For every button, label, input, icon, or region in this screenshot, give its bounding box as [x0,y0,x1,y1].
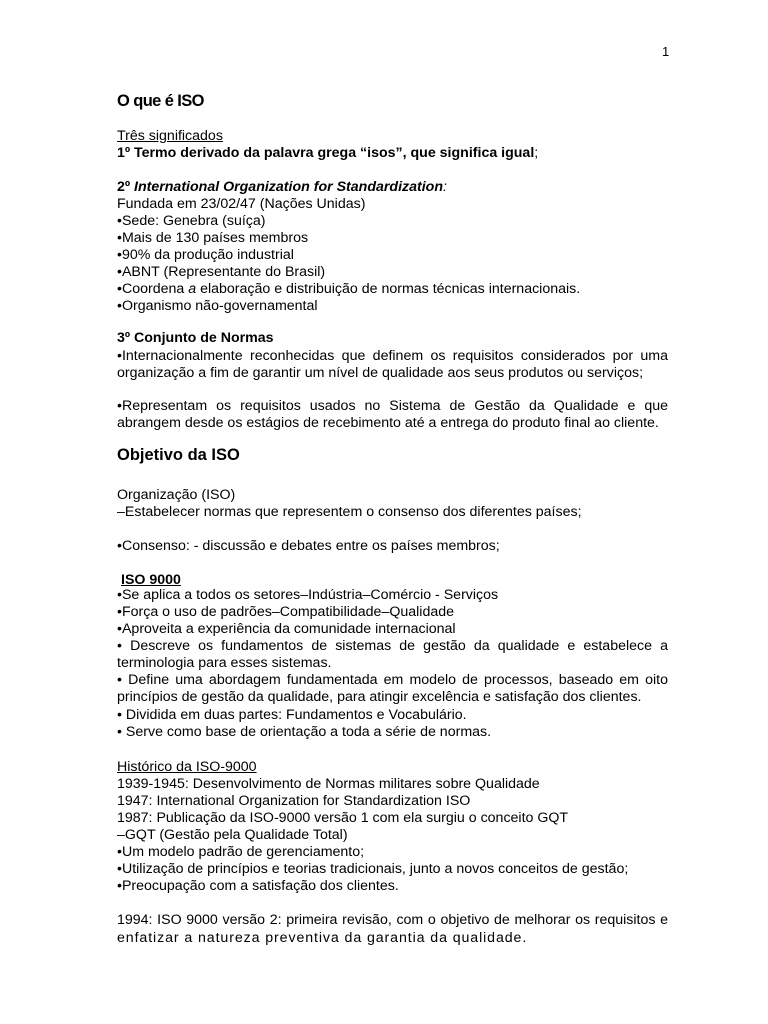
hist-line-6: •Utilização de princípios e teorias tradicionais, junto a novos conceitos de gestão; [117,861,629,877]
hist-line-7: •Preocupação com a satisfação dos clientes. [117,878,399,894]
iso-bullet-2: •Força o uso de padrões–Compatibilidade–Qualidade [117,604,455,620]
paragraph-2-line-1: •Representam os requisitos usados no Sistema de Gestão da Qualidade e que [117,398,668,414]
iso-bullet-6: • Dividida em duas partes: Fundamentos e Vocabulário. [117,707,467,723]
coordena-post: elaboração e distribuição de normas técnicas internacionais. [196,281,581,297]
meaning-1 [117,145,538,162]
bullet-abnt: •ABNT (Representante do Brasil) [117,264,326,280]
iso-bullet-4-line-2: terminologia para esses sistemas. [117,655,332,671]
organizacao-line: Organização (ISO) [117,487,236,503]
paragraph-2-line-2: abrangem desde os estágios de recebimento até a entrega do produto final ao cliente. [117,415,659,431]
meaning-2 [117,179,447,196]
meaning-2-prefix: 2º [117,179,135,195]
paragraph-1-line-2: organização a fim de garantir um nível de qualidade aos seus produtos ou serviços; [117,365,644,381]
bullet-producao: •90% da produção industrial [117,247,294,263]
bullet-paises: •Mais de 130 países membros [117,230,309,246]
iso-bullet-5-line-1: • Define uma abordagem fundamentada em modelo de processos, baseado em oito [117,672,668,688]
iso-bullet-5-line-2: princípios de gestão da qualidade, para atingir excelência e satisfação dos clientes. [117,689,642,705]
iso9000-title: ISO 9000 [121,572,181,588]
meaning-2-name: International Organization for Standardization [134,179,444,195]
iso-bullet-4-line-1: • Descreve os fundamentos de sistemas de gestão da qualidade e estabelece a [117,638,668,654]
hist-paragraph-line-2: enfatizar a natureza preventiva da garantia da qualidade. [117,930,528,946]
bullet-organismo: •Organismo não-governamental [117,298,318,314]
historico-title: Histórico da ISO-9000 [117,759,257,775]
hist-line-4: –GQT (Gestão pela Qualidade Total) [117,827,348,843]
paragraph-1-line-1: •Internacionalmente reconhecidas que definem os requisitos considerados por uma [117,348,668,364]
bullet-sede: •Sede: Genebra (suíça) [117,213,266,229]
hist-line-5: •Um modelo padrão de gerenciamento; [117,844,365,860]
page-number: 1 [662,44,670,59]
iso-bullet-1: •Se aplica a todos os setores–Indústria–Comércio - Serviços [117,587,499,603]
meaning-3: 3º Conjunto de Normas [117,330,274,346]
hist-line-3: 1987: Publicação da ISO-9000 versão 1 com ela surgiu o conceito GQT [117,810,569,826]
hist-line-1: 1939-1945: Desenvolvimento de Normas militares sobre Qualidade [117,776,540,792]
iso-bullet-7: • Serve como base de orientação a toda a série de normas. [117,724,492,740]
hist-line-2: 1947: International Organization for Standardization ISO [117,793,471,809]
hist-paragraph-line-1: 1994: ISO 9000 versão 2: primeira revisão, com o objetivo de melhorar os requisitos e [117,912,668,928]
meaning-1-end: ; [534,145,539,161]
coordena-pre: •Coordena [117,281,189,297]
founded-line: Fundada em 23/02/47 (Nações Unidas) [117,196,366,212]
iso-bullet-3: •Aproveita a experiência da comunidade internacional [117,621,456,637]
bullet-coordena [117,281,580,298]
meaning-1-text: 1º Termo derivado da palavra grega “isos”, que significa igual [117,145,535,161]
estabelecer-line: –Estabelecer normas que representem o consenso dos diferentes países; [117,504,582,520]
subtitle-tres-significados: Três significados [117,128,223,144]
consenso-line: •Consenso: - discussão e debates entre os países membros; [117,538,500,554]
coordena-a: a [188,281,197,297]
section-title-objetivo: Objetivo da ISO [117,446,240,464]
meaning-2-end: : [443,179,447,195]
section-title-o-que-e-iso: O que é ISO [117,92,204,110]
